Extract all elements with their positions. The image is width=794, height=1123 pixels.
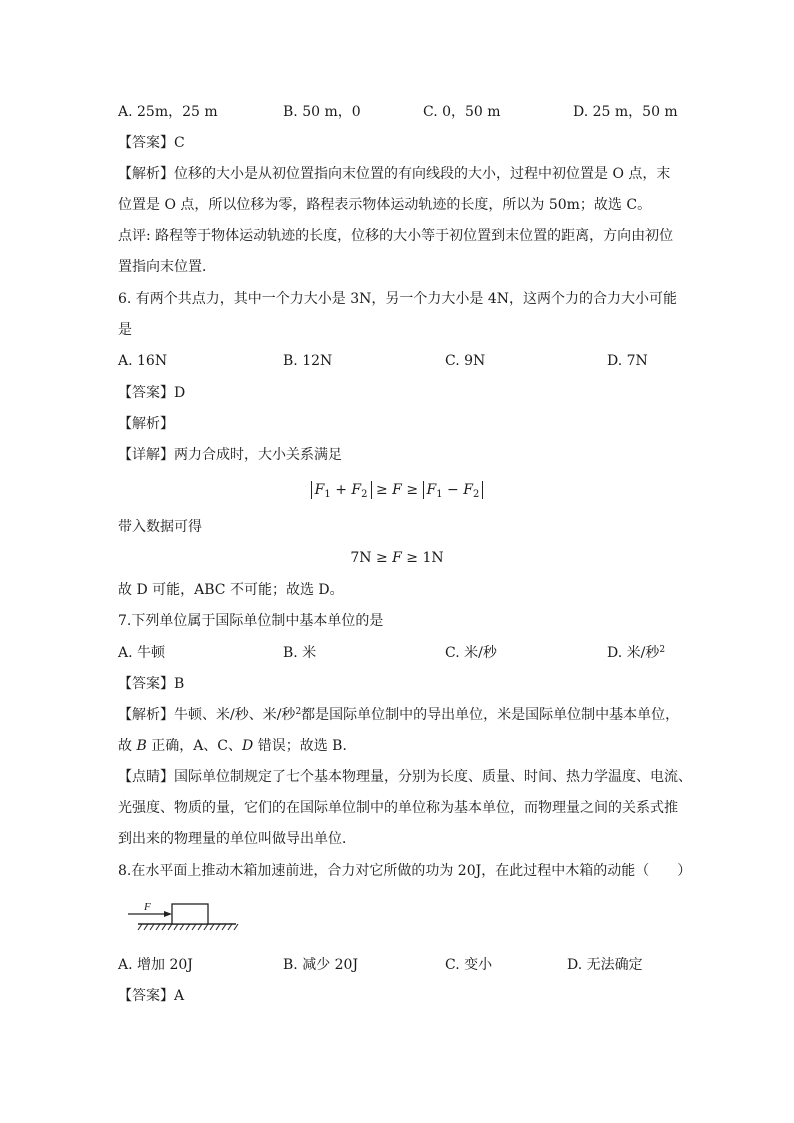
q5-option-a: A. 25m，25 m — [118, 104, 218, 120]
abs-difference: $F_1 - F_2$ — [423, 481, 484, 499]
abs-sum: $F_1 + F_2$ — [311, 481, 372, 499]
q8-option-d: D. 无法确定 — [567, 957, 643, 973]
q5-explanation-line-1: 【解析】位移的大小是从初位置指向末位置的有向线段的大小，过程中初位置是 O 点，末 — [118, 166, 671, 182]
q6-stem-line-1: 6. 有两个共点力，其中一个力大小是 3N，另一个力大小是 4N，这两个力的合力大小可能 — [118, 291, 678, 307]
force-arrow-head — [164, 911, 172, 917]
q6-option-a: A. 16N — [118, 353, 168, 369]
q7-option-d: D. 米/秒$^2$ — [607, 645, 666, 661]
q7-note-line-2: 光强度、物质的量，它们的在国际单位制中的单位称为基本单位，而物理量之间的关系式推 — [118, 800, 678, 816]
q5-explanation-line-2: 位置是 O 点，所以位移为零，路程表示物体运动轨迹的长度，所以为 50m；故选 C。 — [118, 197, 652, 213]
q7-explanation-line-2: 故 B 正确，A、C、D 错误；故选 B． — [118, 738, 357, 754]
q7-option-a: A. 牛顿 — [118, 645, 166, 661]
q7-note-line-3: 到出来的物理量的单位叫做导出单位． — [118, 831, 356, 847]
ground-hatching — [138, 924, 238, 930]
q7-note-line-1: 【点睛】国际单位制规定了七个基本物理量，分别为长度、质量、时间、热力学温度、电流、 — [118, 769, 692, 785]
q6-formula-result: 7N ≥ F ≥ 1N — [350, 550, 444, 566]
q6-explanation-heading: 【解析】 — [118, 416, 174, 432]
q6-answer: 【答案】D — [118, 385, 186, 401]
q8-stem: 8.在水平面上推动木箱加速前进，合力对它所做的功为 20J，在此过程中木箱的动能（ ） — [118, 863, 692, 879]
q5-comment-line-1: 点评: 路程等于物体运动轨迹的长度，位移的大小等于初位置到末位置的距离，方向由初位 — [118, 228, 674, 244]
q8-option-a: A. 增加 20J — [118, 957, 193, 973]
q6-option-d: D. 7N — [607, 353, 648, 369]
q5-comment-line-2: 置指向末位置． — [118, 259, 216, 275]
q6-conclusion: 故 D 可能，ABC 不可能；故选 D。 — [118, 582, 344, 598]
q6-option-c: C. 9N — [445, 353, 486, 369]
q6-formula-inequality: $F_1 + F_2 \ge F \ge F_1 - F_2$ — [0, 480, 794, 500]
q8-option-b: B. 减少 20J — [283, 957, 359, 973]
q7-answer: 【答案】B — [118, 676, 185, 692]
q6-detail: 【详解】两力合成时，大小关系满足 — [118, 447, 342, 463]
pushed-box-diagram — [124, 896, 240, 936]
force-label: F — [144, 901, 151, 913]
q5-option-c: C. 0，50 m — [423, 104, 501, 120]
wooden-box — [172, 904, 208, 924]
q7-stem: 7.下列单位属于国际单位制中基本单位的是 — [118, 613, 384, 629]
q5-option-d: D. 25 m，50 m — [573, 104, 678, 120]
q8-option-c: C. 变小 — [445, 957, 493, 973]
q6-option-b: B. 12N — [283, 353, 333, 369]
q5-option-b: B. 50 m，0 — [283, 104, 361, 120]
q7-option-c: C. 米/秒 — [445, 645, 497, 661]
q7-option-b: B. 米 — [283, 645, 317, 661]
q6-substitute-text: 带入数据可得 — [118, 519, 202, 535]
q5-answer: 【答案】C — [118, 135, 185, 151]
q7-explanation-line-1: 【解析】牛顿、米/秒、米/秒$^2$都是国际单位制中的导出单位，米是国际单位制中基本单位， — [118, 707, 680, 723]
q8-answer: 【答案】A — [118, 988, 185, 1004]
q6-stem-line-2: 是 — [118, 322, 132, 338]
q8-figure — [124, 896, 240, 936]
